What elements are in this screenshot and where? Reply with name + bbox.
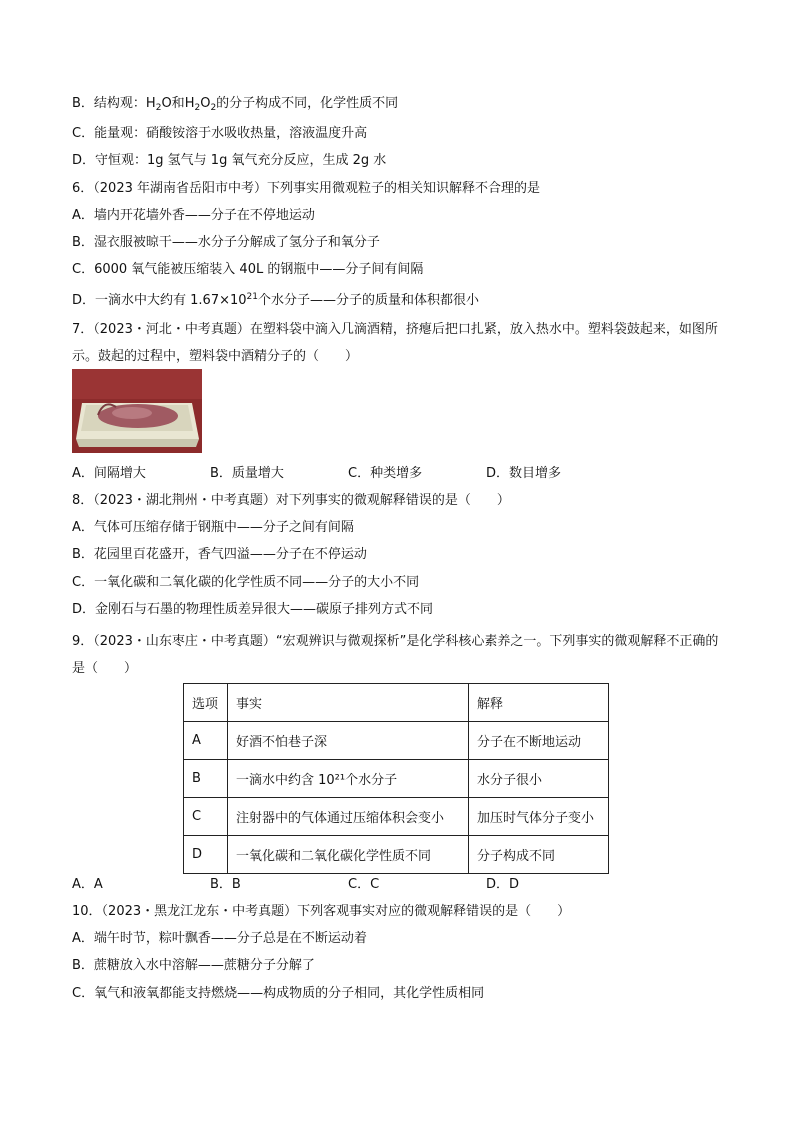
q9-option-d: D．D — [486, 877, 520, 892]
q8-stem: 8．（2023・湖北荆州・中考真题）对下列事实的微观解释错误的是（ ） — [72, 493, 510, 508]
table-row — [184, 722, 609, 760]
q8-option-c: C．一氧化碳和二氧化碳的化学性质不同——分子的大小不同 — [72, 575, 420, 590]
table-cell: 加压时气体分子变小 — [469, 798, 609, 836]
q9-option-c: C．C — [348, 877, 380, 892]
table-cell: 一氧化碳和二氧化碳化学性质不同 — [228, 836, 469, 874]
table-row — [184, 760, 609, 798]
q6-stem: 6．（2023 年湖南省岳阳市中考）下列事实用微观粒子的相关知识解释不合理的是 — [72, 181, 540, 196]
q7-option-b: B．质量增大 — [210, 466, 284, 481]
q10-stem: 10．（2023・黑龙江龙东・中考真题）下列客观事实对应的微观解释错误的是（ ） — [72, 904, 571, 919]
q6-option-d-prefix: D．一滴水中大约有 1.67×10 — [72, 293, 247, 308]
q5-option-b: B．结构观：$H_2O$和$H_2O_2$的分子构成不同，化学性质不同 — [72, 96, 399, 113]
table-header-row — [184, 684, 609, 722]
q10-option-c: C．氧气和液氧都能支持燃烧——构成物质的分子相同，其化学性质相同 — [72, 986, 485, 1001]
q9-option-b: B．B — [210, 877, 241, 892]
q9-table — [183, 683, 609, 874]
q8-option-b: B．花园里百花盛开，香气四溢——分子在不停运动 — [72, 547, 367, 562]
table-cell: D — [184, 836, 228, 874]
q5-option-c: C．能量观：硝酸铵溶于水吸收热量，溶液温度升高 — [72, 126, 368, 141]
formula-h2o: $H_2O$ — [145, 96, 172, 113]
plastic-bag-photo — [72, 369, 202, 453]
table-cell: B — [184, 760, 228, 798]
table-row — [184, 836, 609, 874]
table-cell: A — [184, 722, 228, 760]
q7-option-d: D．数目增多 — [486, 466, 562, 481]
q5-option-d: D．守恒观：1g 氢气与 1g 氧气充分反应，生成 2g 水 — [72, 153, 387, 168]
q10-option-a: A．端午时节，粽叶飘香——分子总是在不断运动着 — [72, 931, 367, 946]
table-header-cell: 选项 — [184, 684, 228, 722]
q7-option-c: C．种类增多 — [348, 466, 423, 481]
q6-option-a: A．墙内开花墙外香——分子在不停地运动 — [72, 208, 315, 223]
q9-stem: 9．（2023・山东枣庄・中考真题）“宏观辨识与微观探析”是化学科核心素养之一。下列事实的微观解释不正确的是（ ） — [72, 634, 719, 676]
q9-option-a: A．A — [72, 877, 103, 892]
table-cell: C — [184, 798, 228, 836]
q6-option-d-exponent: 21 — [246, 292, 258, 302]
table-cell: 分子在不断地运动 — [469, 722, 609, 760]
table-cell: 水分子很小 — [469, 760, 609, 798]
table-cell: 一滴水中约含 10²¹个水分子 — [228, 760, 469, 798]
q7-option-a: A．间隔增大 — [72, 466, 146, 481]
q6-option-c: C．6000 氧气能被压缩装入 40L 的钢瓶中——分子间有间隔 — [72, 262, 424, 277]
table-cell: 注射器中的气体通过压缩体积会变小 — [228, 798, 469, 836]
table-cell: 分子构成不同 — [469, 836, 609, 874]
q7-stem: 7．（2023・河北・中考真题）在塑料袋中滴入几滴酒精，挤瘪后把口扎紧，放入热水中。塑料袋鼓起来，如图所示。鼓起的过程中，塑料袋中酒精分子的（ ） — [72, 322, 718, 364]
formula-h2o2: $H_2O_2$ — [184, 96, 217, 113]
q10-option-b: B．蔗糖放入水中溶解——蔗糖分子分解了 — [72, 958, 315, 973]
q6-option-d — [72, 288, 479, 310]
q5-option-b-prefix: B．结构观： — [72, 96, 146, 111]
table-header-cell: 解释 — [469, 684, 609, 722]
q5-option-b-suffix: 的分子构成不同，化学性质不同 — [216, 96, 399, 111]
table-header-cell: 事实 — [228, 684, 469, 722]
q6-option-d-suffix: 个水分子——分子的质量和体积都很小 — [257, 293, 479, 308]
q6-option-b: B．湿衣服被晾干——水分子分解成了氢分子和氧分子 — [72, 235, 380, 250]
table-cell: 好酒不怕巷子深 — [228, 722, 469, 760]
q8-option-a: A．气体可压缩存储于钢瓶中——分子之间有间隔 — [72, 520, 354, 535]
table-row — [184, 798, 609, 836]
q8-option-d: D．金刚石与石墨的物理性质差异很大——碳原子排列方式不同 — [72, 602, 434, 617]
